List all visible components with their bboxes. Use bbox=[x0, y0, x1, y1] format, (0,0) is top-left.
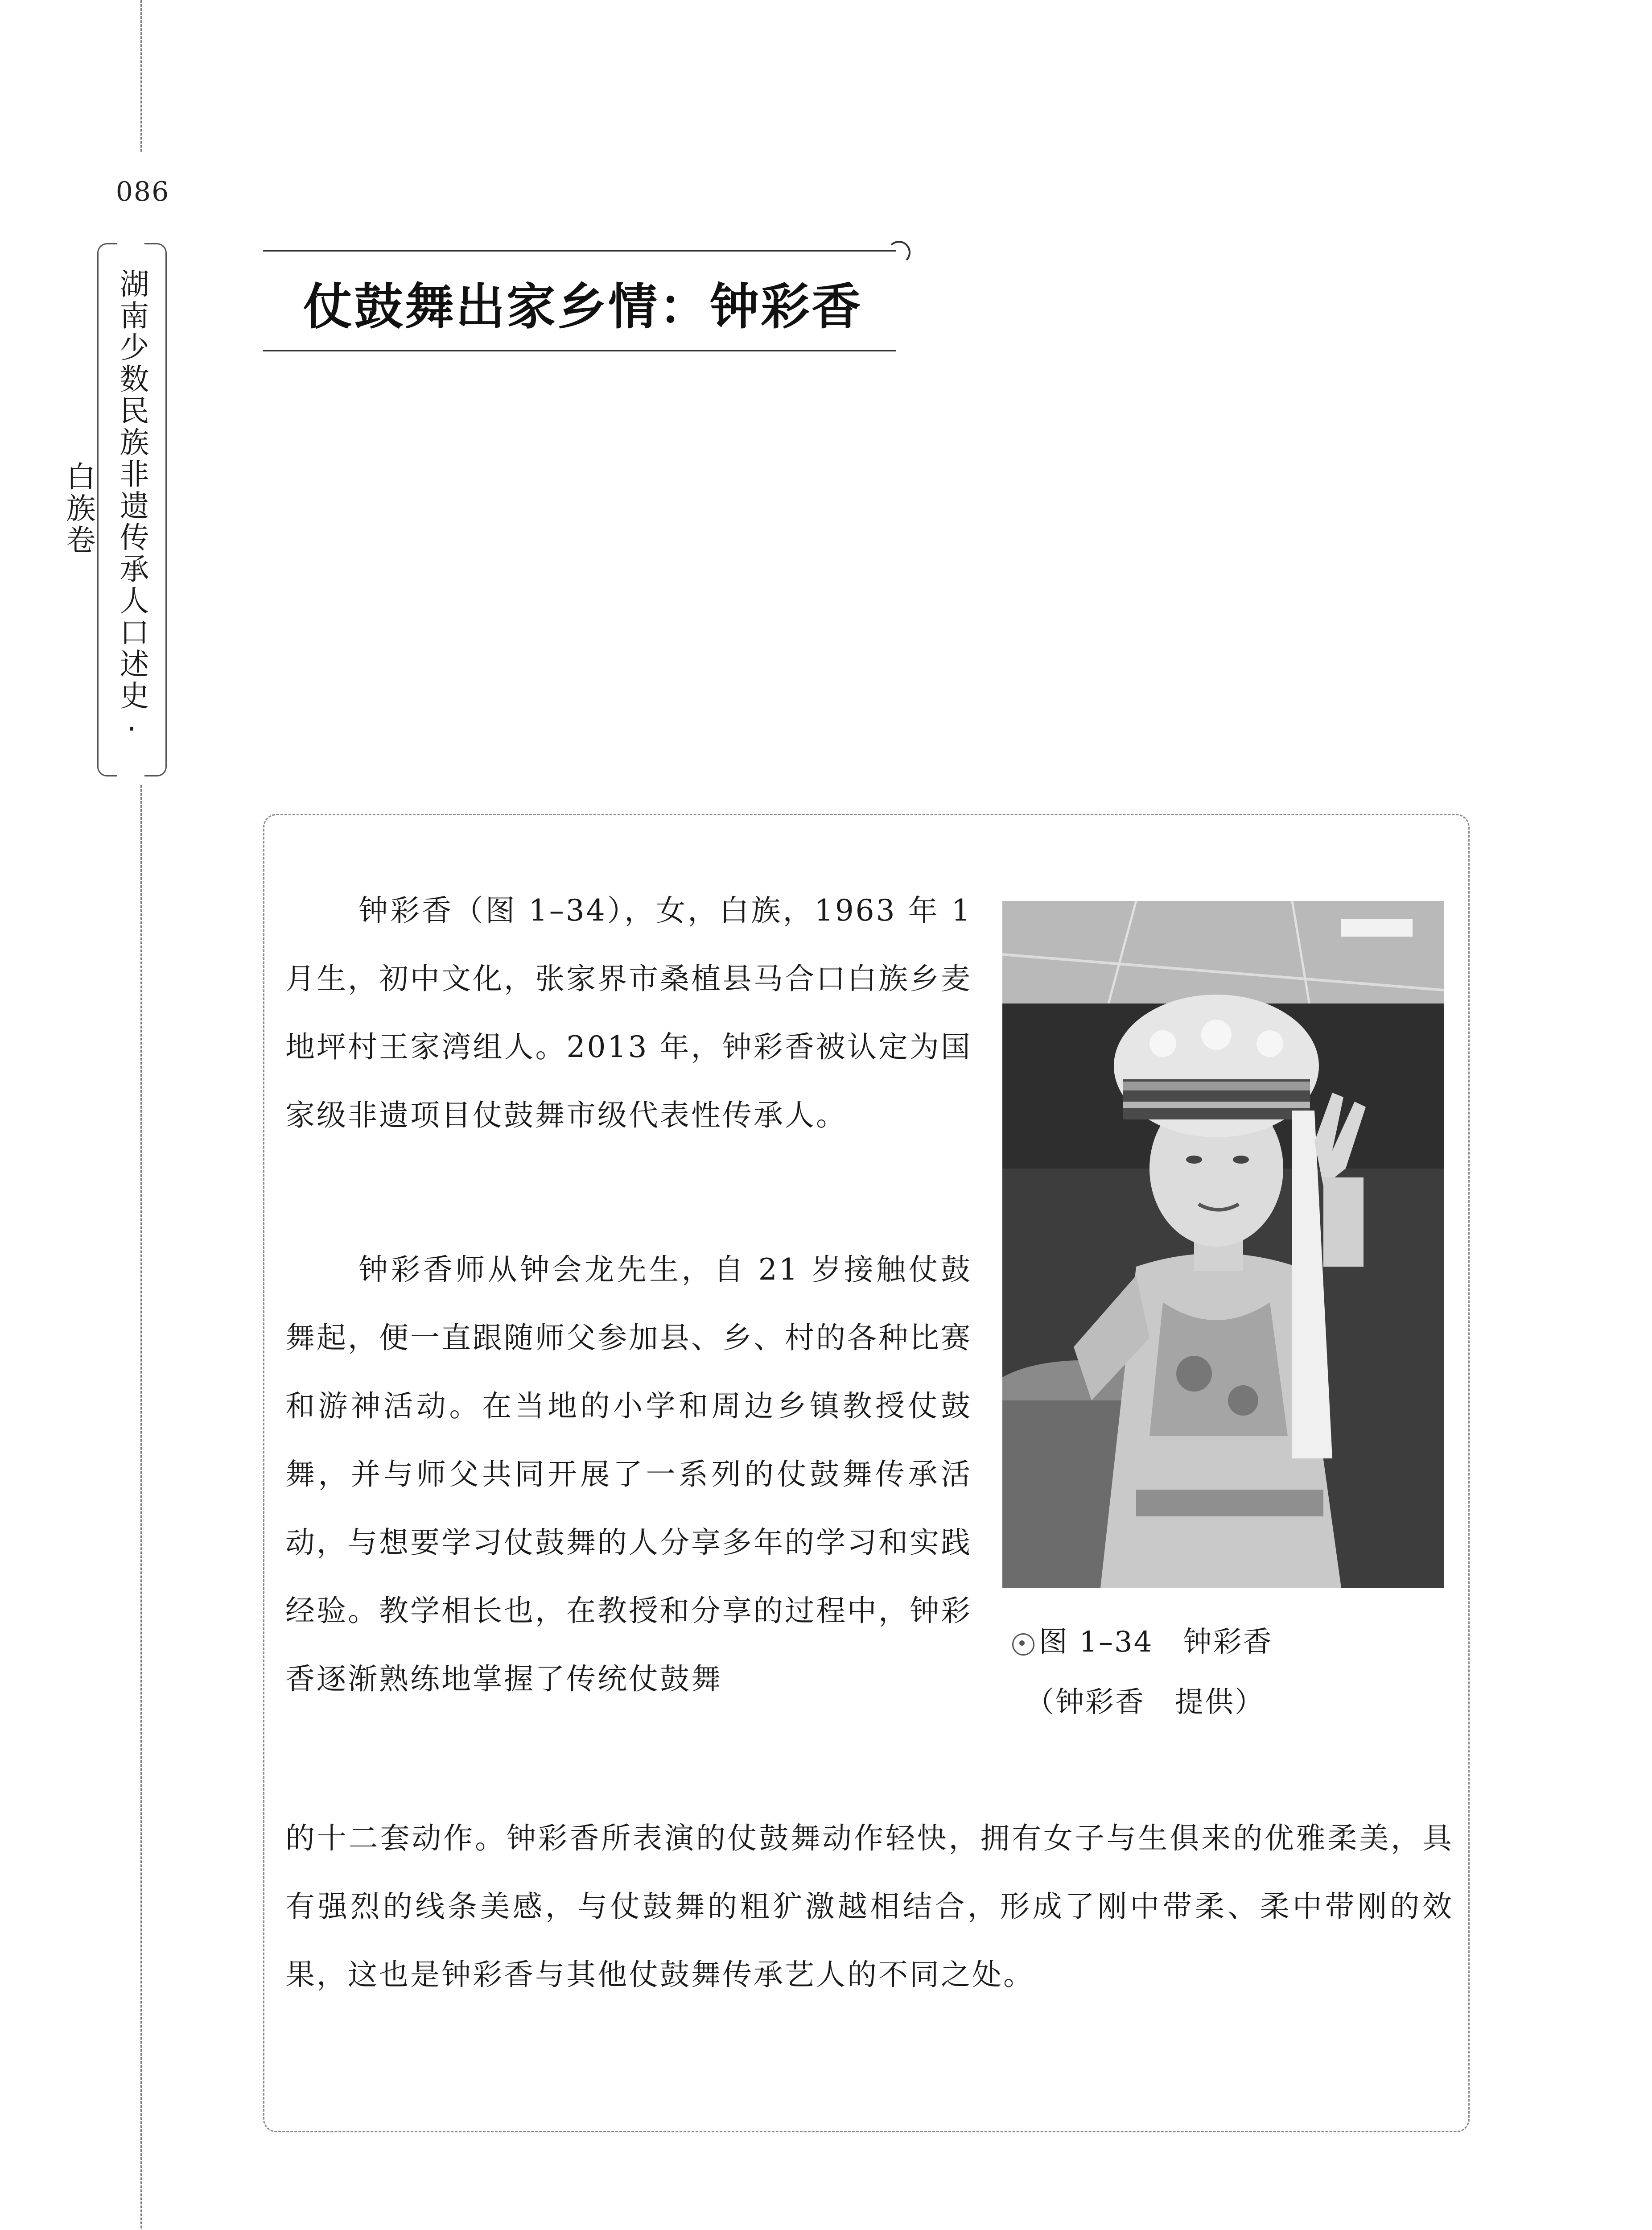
chapter-title: 仗鼓舞出家乡情：钟彩香 bbox=[303, 278, 862, 335]
side-divider-top bbox=[140, 0, 142, 152]
title-rule-ornament bbox=[887, 241, 910, 264]
running-head-title: 湖南少数民族非遗传承人口述史·白族卷 bbox=[61, 268, 149, 748]
portrait-photo-drawing bbox=[1002, 901, 1444, 1588]
biography-paragraph-1: 钟彩香（图 1–34），女，白族，1963 年 1 月生，初中文化，张家界市桑植县马合口白族乡麦地坪村王家湾组人。2013 年，钟彩香被认定为国家级非遗项目仗鼓舞市级代表性传承人。 bbox=[285, 893, 972, 1132]
camera-icon bbox=[1012, 1633, 1034, 1656]
biography-paragraph-3: 的十二套动作。钟彩香所表演的仗鼓舞动作轻快，拥有女子与生俱来的优雅柔美，具有强烈的线条美感，与仗鼓舞的粗犷激越相结合，形成了刚中带柔、柔中带刚的效果，这也是钟彩香与其他仗鼓舞传承艺人的不同之处。 bbox=[285, 1821, 1454, 1992]
portrait-photo bbox=[1002, 901, 1444, 1588]
page-number: 086 bbox=[115, 176, 170, 207]
title-rule-top bbox=[263, 250, 896, 252]
figure-caption-label: 图 1–34 钟彩香 bbox=[1039, 1626, 1273, 1659]
side-divider-bottom bbox=[140, 785, 142, 2230]
biography-paragraph-2: 钟彩香师从钟会龙先生，自 21 岁接触仗鼓舞起，便一直跟随师父参加县、乡、村的各种比赛和游神活动。在当地的小学和周边乡镇教授仗鼓舞，并与师父共同开展了一系列的仗鼓舞传承活动，与想要学习仗鼓舞的人分享多年的学习和实践经验。教学相长也，在教授和分享的过程中，钟彩香逐渐熟练地掌握了传统仗鼓舞 bbox=[285, 1252, 972, 1696]
figure-caption bbox=[1012, 1619, 1273, 1660]
figure-credit: （钟彩香 提供） bbox=[1026, 1686, 1265, 1719]
title-rule-bottom bbox=[263, 350, 896, 351]
